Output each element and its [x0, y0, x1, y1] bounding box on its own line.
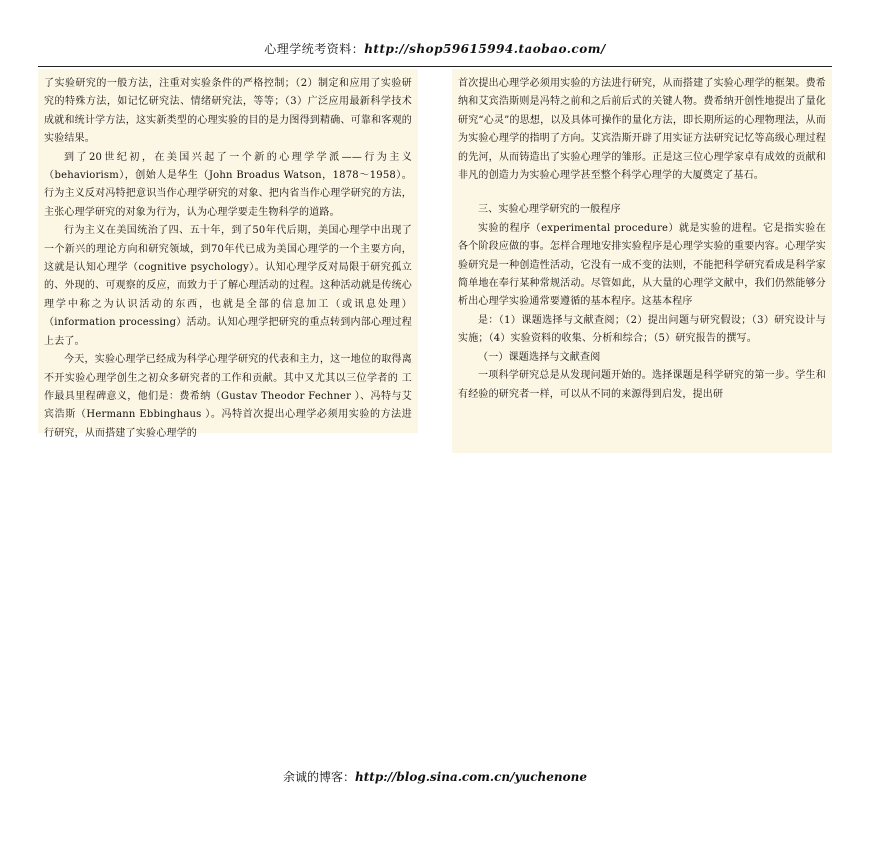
right-paragraph-2: 实验的程序（experimental procedure）就是实验的进程。它是指实验在各个阶段应做的事。怎样合理地安排实验程序是心理学实验的重要内容。心理学实验研究是一种创造性活动，它没有一成不变的法则，不能把科学研究看成是科学家简单地在奉行某种常规活动。尽管如此，从大量的心理学文献中，我们仍然能够分析出心理学实验通常要遵循的基本程序。这基本程序	[458, 222, 826, 308]
subsection-heading-1: （一）课题选择与文献查阅	[478, 351, 601, 363]
footer-url-link[interactable]: http://blog.sina.com.cn/yuchenone	[355, 770, 587, 784]
left-paragraph-4: 今天，实验心理学已经成为科学心理学研究的代表和主力，这一地位的取得离不开实验心理学创生之初众多研究者的工作和贡献。其中又尤其以三位学者的 工作最具里程碑意义，他们是：费希纳（Gustav Theodor Fechner ）、冯特与艾宾浩斯（Hermann Ebbinghaus ）。冯特首次提出心理学必须用实验的方法进行研究，从而搭建了实验心理学的	[44, 354, 412, 439]
header-divider	[38, 66, 832, 67]
page-header	[0, 40, 870, 57]
footer-label: 余诚的博客：	[283, 770, 356, 784]
section-heading-3: 三、实验心理学研究的一般程序	[478, 204, 621, 216]
header-label: 心理学统考资料：	[264, 42, 365, 56]
right-text-column	[452, 69, 832, 453]
right-paragraph-1: 首次提出心理学必须用实验的方法进行研究，从而搭建了实验心理学的框架。费希纳和艾宾浩斯则是冯特之前和之后前后式的关键人物。费希纳开创性地提出了量化研究“心灵”的思想，以及具体可操作的量化方法，即长期所运的心理物理法，从而为实验心理学的指明了方向。艾宾浩斯开辟了用实证方法研究记忆等高级心理过程的先河，从而铸造出了实验心理学的雏形。正是这三位心理学家卓有成效的贡献和非凡的创造力为实验心理学甚至整个科学心理学的大厦奠定了基石。	[458, 78, 826, 182]
header-url-link[interactable]: http://shop59615994.taobao.com/	[364, 42, 606, 56]
section-spacer	[458, 185, 826, 201]
left-paragraph-3: 行为主义在美国统治了四、五十年，到了50年代后期，美国心理学中出现了一个新兴的理论方向和研究领域，到70年代已成为美国心理学的一个主要方向，这就是认知心理学（cognitive psychology）。认知心理学反对局限于研究孤立的、外现的、可观察的反应，而致力于了解心理活动的过程。这种活动就是传统心理学中称之为认识活动的东西，也就是全部的信息加工（或讯息处理）（information processing）活动。认知心理学把研究的重点转到内部心理过程上去了。	[44, 225, 412, 347]
left-text-column	[38, 69, 418, 439]
page-footer	[0, 768, 870, 785]
left-paragraph-2: 到了20世纪初，在美国兴起了一个新的心理学学派——行为主义（behaviorism），创始人是华生（John Broadus Watson，1878～1958）。行为主义反对冯特把意识当作心理学研究的对象、把内省当作心理学研究的方法，主张心理学研究的对象为行为，认为心理学要走生物科学的道路。	[44, 151, 412, 218]
right-paragraph-4: 一项科学研究总是从发现问题开始的。选择课题是科学研究的第一步。学生和有经验的研究者一样，可以从不同的来源得到启发，提出研	[458, 370, 826, 400]
left-paragraph-1: 了实验研究的一般方法，注重对实验条件的严格控制；（2）制定和应用了实验研究的特殊方法，如记忆研究法、情绪研究法，等等；（3）广泛应用最新科学技术成就和统计学方法，这实新类型的心理实验的目的是力图得到精确、可靠和客观的实验结果。	[44, 78, 412, 145]
right-paragraph-3: 是：（1）课题选择与文献查阅；（2）提出问题与研究假设；（3）研究设计与实施；（4）实验资料的收集、分析和综合；（5）研究报告的撰写。	[458, 314, 826, 345]
